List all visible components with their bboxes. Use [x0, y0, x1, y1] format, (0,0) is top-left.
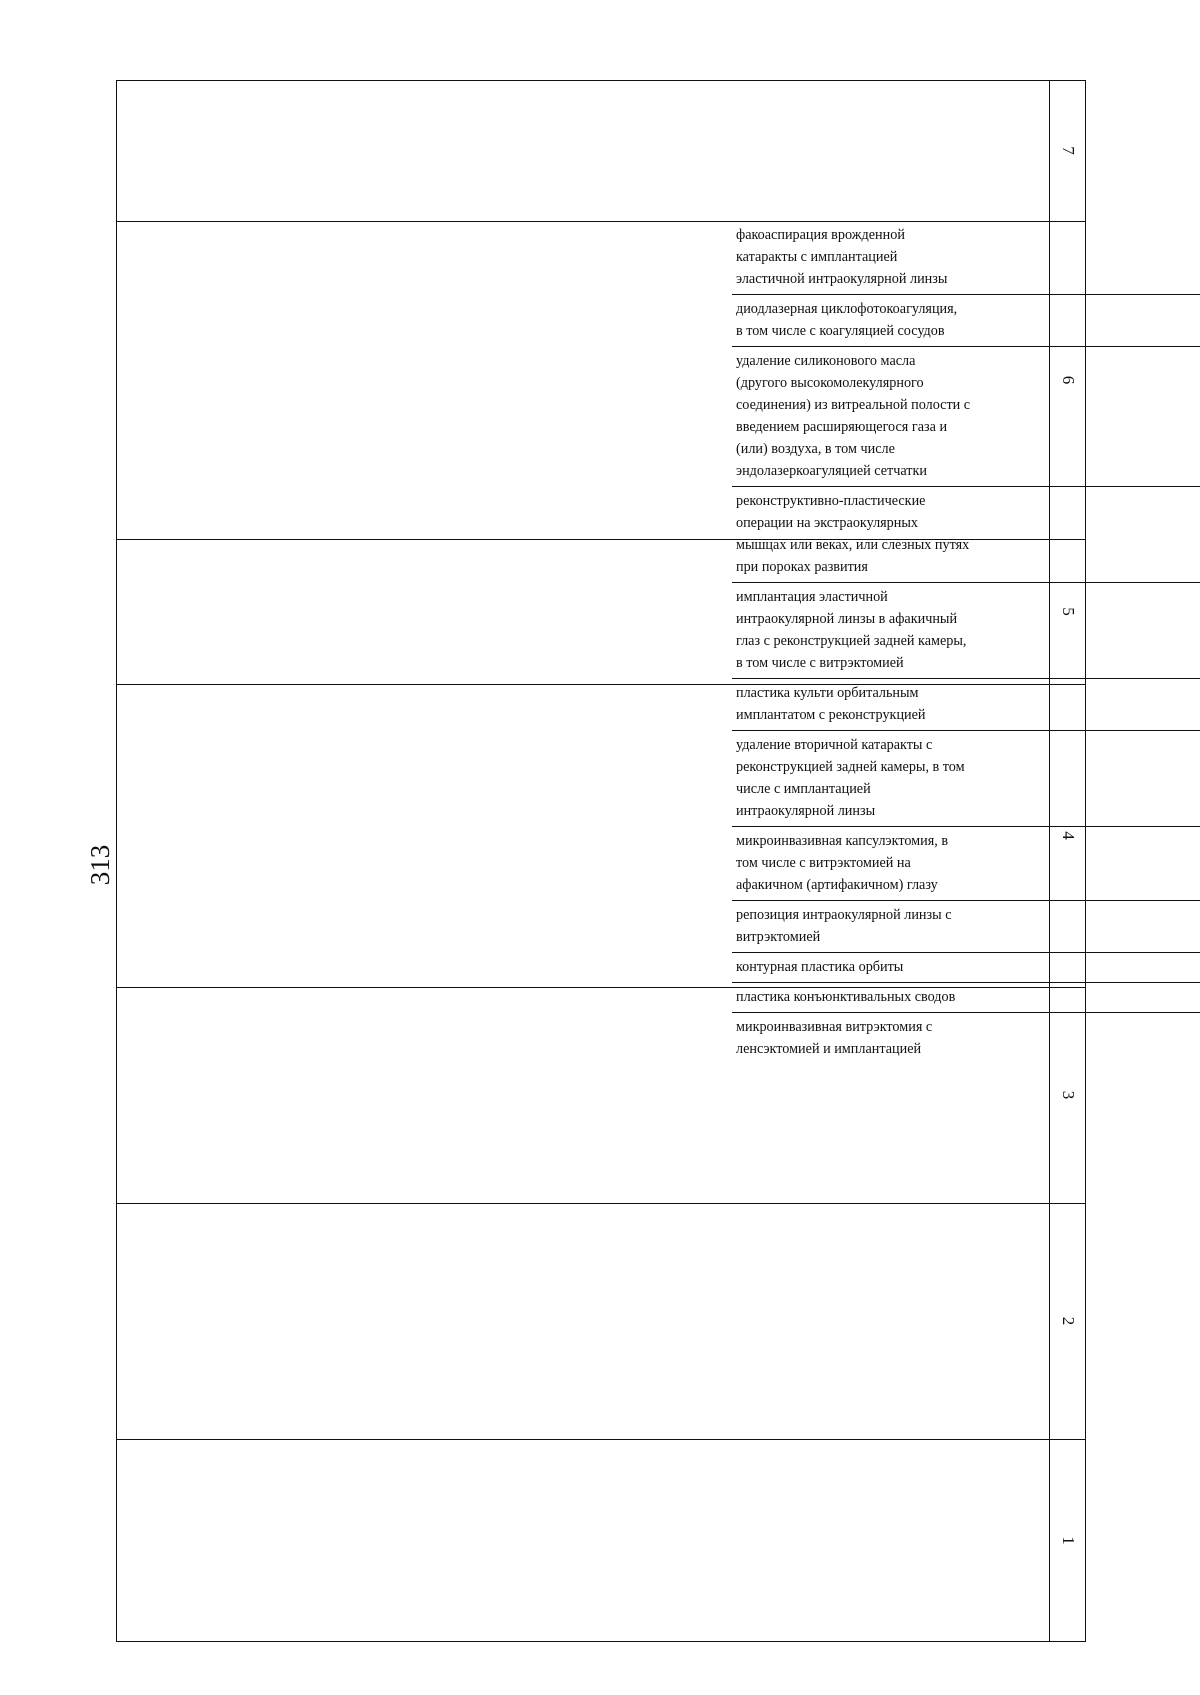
cell-line: имплантация эластичной: [736, 589, 888, 605]
cell-line: репозиция интраокулярной линзы с: [736, 907, 952, 923]
column-divider: [116, 1203, 1086, 1204]
cell-line: интраокулярной линзы в афакичный: [736, 611, 958, 627]
table-row: [732, 583, 1200, 679]
table-row: [732, 983, 1200, 1013]
cell-line: глаз с реконструкцией задней камеры,: [736, 633, 967, 649]
table-row: [732, 827, 1200, 901]
column-header-6: 6: [1059, 375, 1078, 385]
cell-line: в том числе с коагуляцией сосудов: [736, 323, 945, 339]
cell-line: микроинвазивная витрэктомия с: [736, 1019, 933, 1035]
cell-line: эластичной интраокулярной линзы: [736, 271, 948, 287]
cell-line: введением расширяющегося газа и: [736, 419, 948, 435]
cell-line: удаление вторичной катаракты с: [736, 737, 933, 753]
table-row: [732, 295, 1200, 347]
cell-line: при пороках развития: [736, 559, 868, 575]
cell-line: (другого высокомолекулярного: [736, 375, 924, 391]
cell-line: числе с имплантацией: [736, 781, 871, 797]
table-row: [732, 731, 1200, 827]
cell-line: том числе с витрэктомией на: [736, 855, 911, 871]
column-header-7: 7: [1059, 146, 1078, 155]
cell-line: реконструкцией задней камеры, в том: [736, 759, 965, 775]
table-row: [732, 347, 1200, 487]
cell-line: микроинвазивная капсулэктомия, в: [736, 833, 949, 849]
cell-line: реконструктивно-пластические: [736, 493, 926, 509]
column-header-1: 1: [1059, 1536, 1078, 1545]
column-header-2: 2: [1059, 1316, 1078, 1326]
cell-line: ленсэктомией и имплантацией: [736, 1041, 922, 1057]
cell-line: в том числе с витрэктомией: [736, 655, 904, 671]
table-row: [732, 901, 1200, 953]
column-divider: [116, 1439, 1086, 1440]
cell-line: эндолазеркоагуляцией сетчатки: [736, 463, 927, 479]
cell-line: (или) воздуха, в том числе: [736, 441, 895, 457]
cell-line: факоаспирация врожденной: [736, 227, 905, 243]
column-header-3: 3: [1059, 1090, 1078, 1100]
cell-line: катаракты с имплантацией: [736, 249, 898, 265]
cell-line: афакичном (артифакичном) глазу: [736, 877, 938, 893]
column-header-4: 4: [1059, 831, 1078, 840]
cell-line: интраокулярной линзы: [736, 803, 876, 819]
cell-line: мышцах или веках, или слезных путях: [736, 537, 970, 553]
procedures-table: [116, 80, 1086, 1642]
column-6-cells: [116, 221, 1050, 1057]
cell-line: диодлазерная циклофотокоагуляция,: [736, 301, 958, 317]
table-row: [732, 221, 1200, 295]
table-row: [732, 1013, 1200, 1064]
cell-line: витрэктомией: [736, 929, 821, 945]
cell-line: имплантатом с реконструкцией: [736, 707, 926, 723]
table-row: [732, 953, 1200, 983]
column-header-5: 5: [1059, 607, 1078, 616]
cell-line: соединения) из витреальной полости с: [736, 397, 971, 413]
table-row: [732, 679, 1200, 731]
cell-line: контурная пластика орбиты: [736, 959, 904, 975]
cell-line: пластика конъюнктивальных сводов: [736, 989, 956, 1005]
cell-line: пластика культи орбитальным: [736, 685, 919, 701]
page-number: 313: [85, 844, 115, 886]
cell-line: удаление силиконового масла: [736, 353, 916, 369]
cell-line: операции на экстраокулярных: [736, 515, 918, 531]
table-row: [732, 487, 1200, 583]
